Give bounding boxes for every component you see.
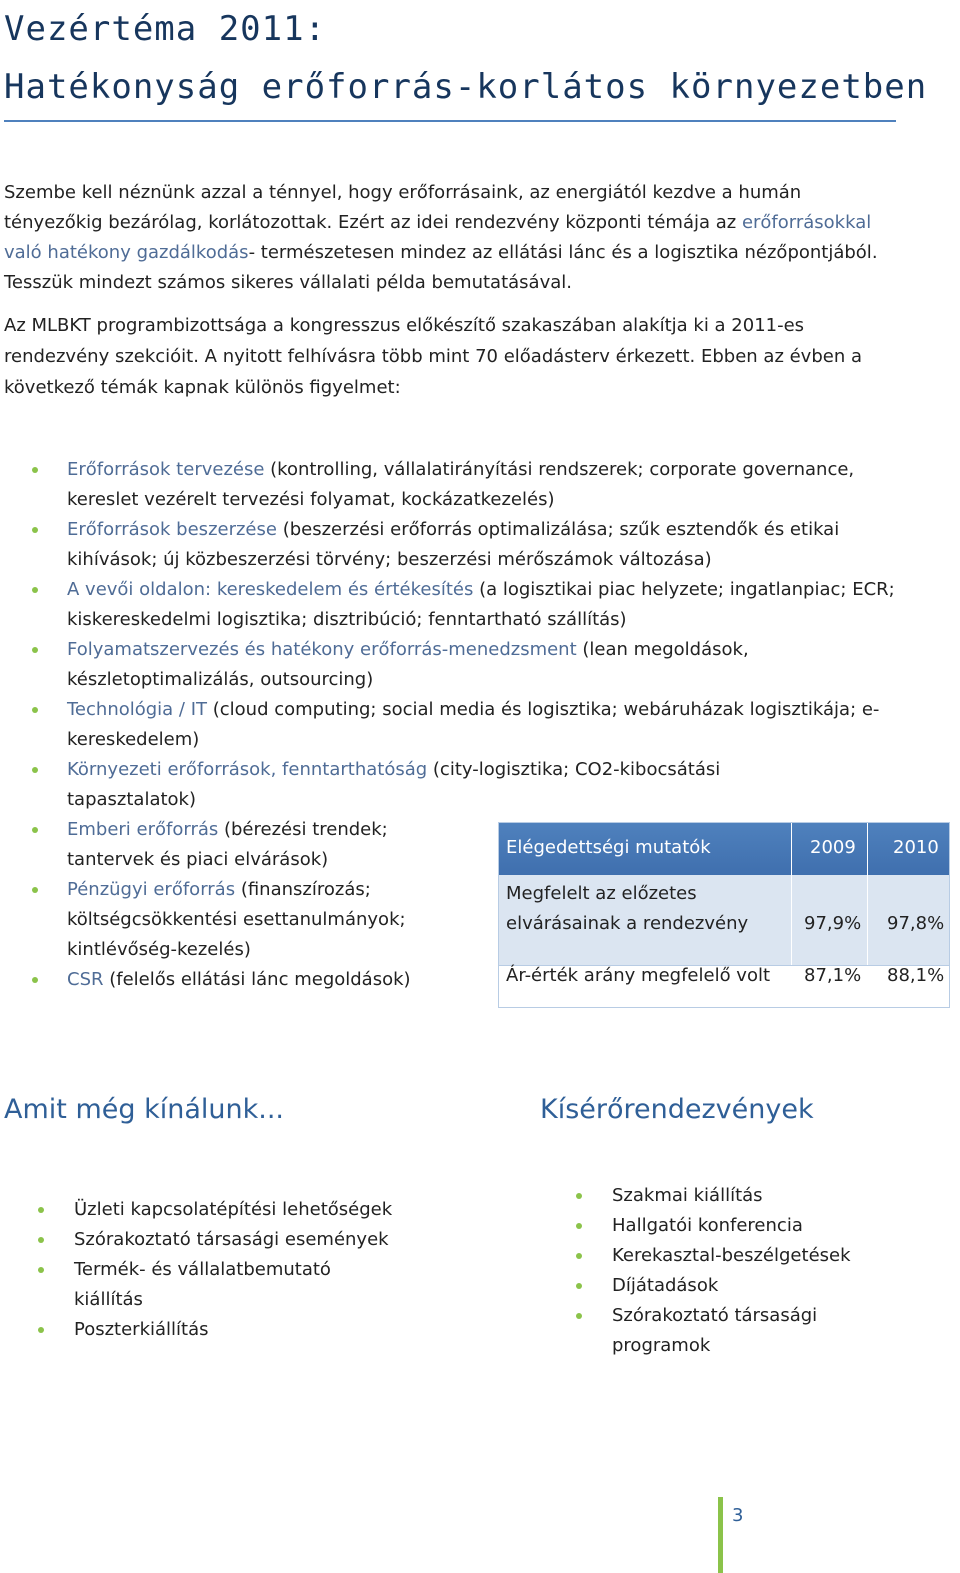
list-item: Kerekasztal-beszélgetések	[576, 1241, 946, 1271]
topic-desc: (felelős ellátási lánc megoldások)	[103, 969, 411, 990]
topic-item	[32, 875, 472, 965]
list-item: Termék- és vállalatbemutató kiállítás	[38, 1255, 364, 1315]
topic-item	[32, 695, 927, 755]
topic-name: Technológia / IT	[67, 699, 208, 720]
topic-desc: (bérezési trendek; tantervek és piaci elvárások)	[67, 819, 388, 870]
value-2010: 88,1%	[887, 965, 945, 986]
topic-name: CSR	[67, 969, 104, 990]
satisfaction-table	[498, 822, 950, 1008]
satisfaction-row-label: Ár-érték arány megfelelő volt	[506, 965, 771, 986]
topic-item	[32, 635, 927, 695]
list-item: Üzleti kapcsolatépítési lehetőségek	[38, 1195, 438, 1225]
value-2009: 97,9%	[804, 913, 862, 934]
title-line-1: Vezértéma 2011:	[4, 9, 327, 49]
topic-name: Erőforrások tervezése	[67, 459, 265, 480]
topic-desc: (a logisztikai piac helyzete; ingatlanpiac; ECR; kiskereskedelmi logisztika; disztribúció; fenntartható szállítás)	[67, 579, 895, 630]
list-item: Hallgatói konferencia	[576, 1211, 946, 1241]
satisfaction-table-header	[499, 823, 949, 875]
topic-item	[32, 815, 422, 875]
intro-text-end: - természetesen mindez az ellátási lánc és a logisztika nézőpontjából. Tesszük mindezt számos sikeres vállalati példa bemutatásával.	[4, 242, 878, 293]
topic-desc: (lean megoldások, készletoptimalizálás, outsourcing)	[67, 639, 749, 690]
satisfaction-header-label: Elégedettségi mutatók	[506, 837, 711, 858]
page-title	[4, 0, 928, 122]
topic-desc: (cloud computing; social media és logisztika; webáruházak logisztikája; e-kereskedelem)	[67, 699, 880, 750]
list-item: Poszterkiállítás	[38, 1315, 438, 1345]
value-2010: 97,8%	[887, 913, 945, 934]
topic-desc: (beszerzési erőforrás optimalizálása; szűk esztendők és etikai kihívások; új közbeszerzési törvény; beszerzési mérőszámok változása)	[67, 519, 840, 570]
topic-desc: (kontrolling, vállalatirányítási rendszerek; corporate governance, kereslet vezérelt tervezési folyamat, kockázatkezelés)	[67, 459, 855, 510]
list-item: Díjátadások	[576, 1271, 946, 1301]
intro-text-start: Szembe kell néznünk azzal a ténnyel, hogy erőforrásaink, az energiától kezdve a humán tényezőkig bezárólag, korlátozottak. Ezért az idei rendezvény központi témája az	[4, 182, 802, 233]
topic-name: Pénzügyi erőforrás	[67, 879, 236, 900]
list-item: Szakmai kiállítás	[576, 1181, 946, 1211]
year-2009-header: 2009	[810, 837, 856, 858]
row-label-line-1: Megfelelt az előzetes	[506, 883, 697, 904]
offers-list	[38, 1195, 438, 1345]
side-events-list	[576, 1181, 946, 1361]
column-divider	[791, 823, 792, 965]
row-label-line-2: elvárásainak a rendezvény	[506, 913, 749, 934]
topic-item	[32, 575, 927, 635]
topic-name: A vevői oldalon: kereskedelem és értékesítés	[67, 579, 474, 600]
topic-desc: (finanszírozás; költségcsökkentési esettanulmányok; kintlévőség-kezelés)	[67, 879, 406, 960]
intro-highlight: erőforrásokkal való hatékony gazdálkodás	[4, 212, 872, 263]
topic-name: Erőforrások beszerzése	[67, 519, 277, 540]
side-events-heading: Kísérőrendezvények	[540, 1094, 814, 1125]
topic-desc: (city-logisztika; CO2-kibocsátási tapasztalatok)	[67, 759, 721, 810]
list-item: Szórakoztató társasági események	[38, 1225, 438, 1255]
topic-item	[32, 965, 472, 995]
offers-heading: Amit még kínálunk...	[4, 1094, 284, 1125]
year-2010-header: 2010	[893, 837, 939, 858]
page-number-bar	[718, 1497, 723, 1573]
satisfaction-row-label	[506, 879, 748, 939]
title-line-2: Hatékonyság erőforrás-korlátos környezetben	[4, 67, 928, 107]
topic-item	[32, 515, 927, 575]
value-2009: 87,1%	[804, 965, 862, 986]
topic-name: Folyamatszervezés és hatékony erőforrás-menedzsment	[67, 639, 577, 660]
topic-item	[32, 455, 927, 515]
topic-name: Emberi erőforrás	[67, 819, 219, 840]
topic-item	[32, 755, 807, 815]
page-number: 3	[732, 1505, 744, 1526]
column-divider	[867, 823, 868, 965]
topic-name: Környezeti erőforrások, fenntarthatóság	[67, 759, 428, 780]
intro-paragraph-2: Az MLBKT programbizottsága a kongresszus előkészítő szakaszában alakítja ki a 2011-es rendezvény szekcióit. A nyitott felhívásra több mint 70 előadásterv érkezett. Ebben az évben a következő témák kapnak különös figyelmet:	[4, 315, 862, 398]
list-item: Szórakoztató társasági programok	[576, 1301, 872, 1361]
intro-paragraph-1	[4, 178, 904, 298]
